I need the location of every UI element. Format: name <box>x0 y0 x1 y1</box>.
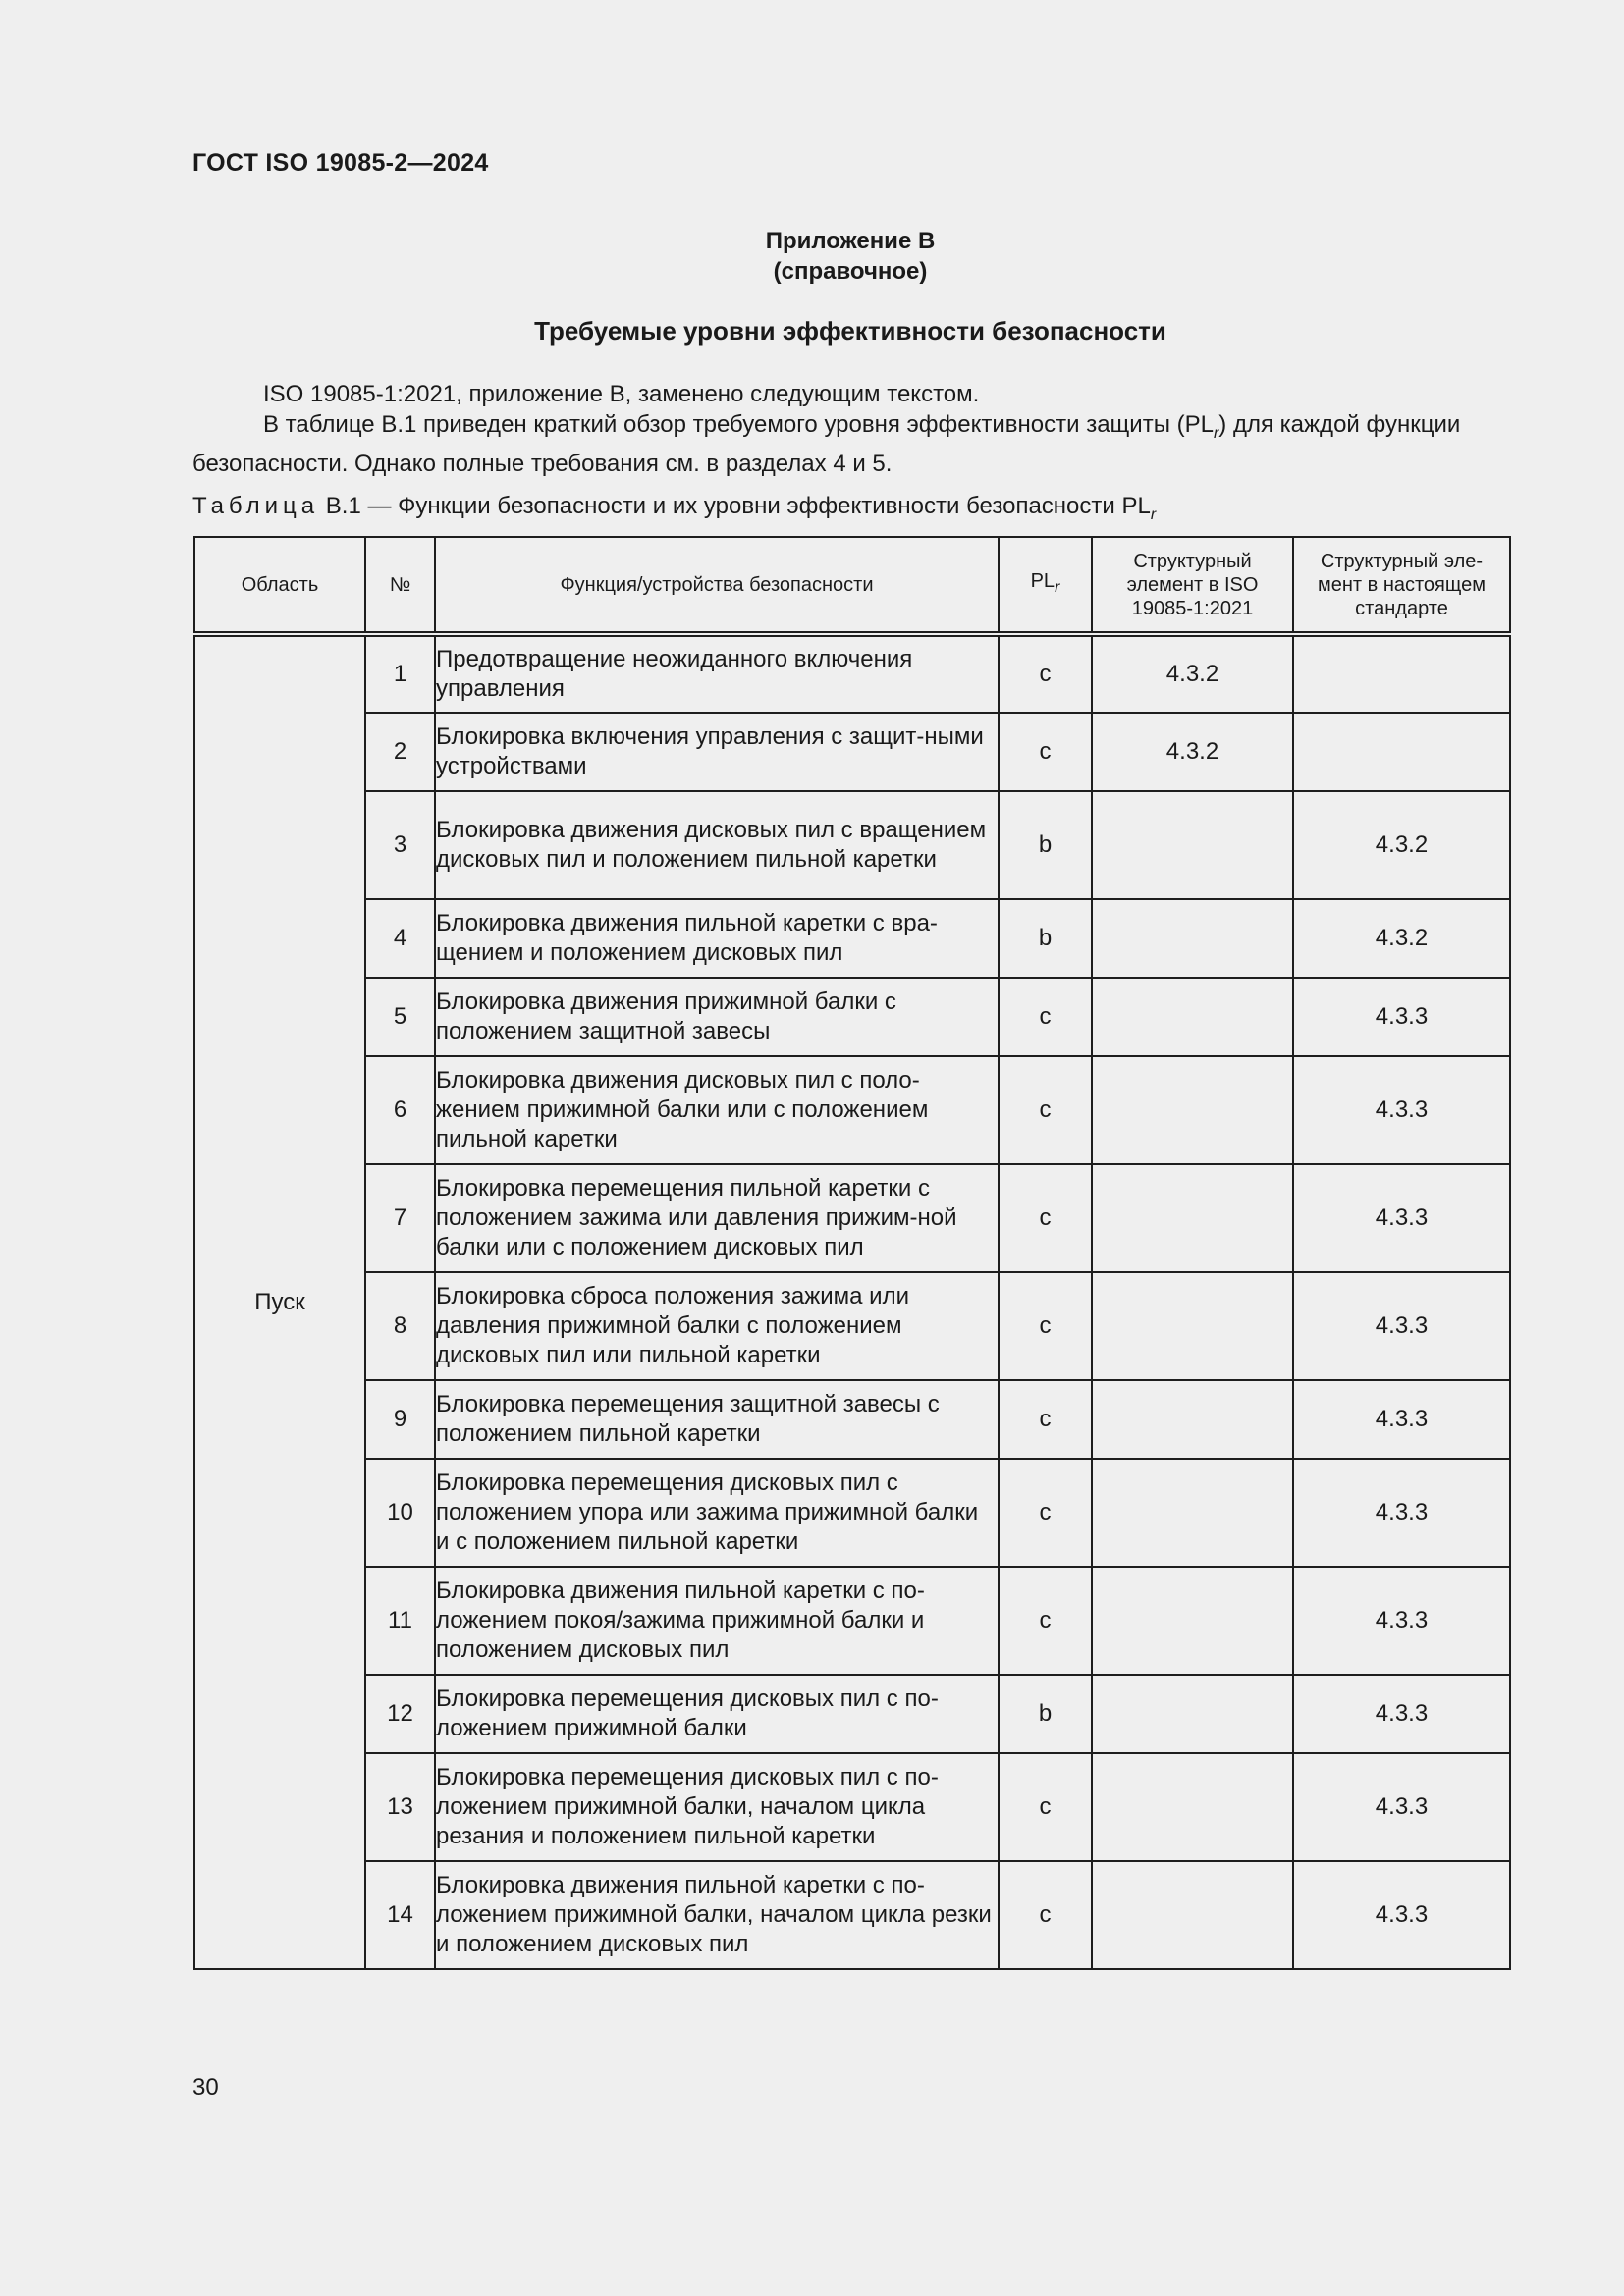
paragraph-2-subscript: r <box>1213 424 1219 442</box>
this-element-cell: 4.3.3 <box>1293 1380 1510 1459</box>
header-function: Функция/устройства безопасности <box>435 537 999 634</box>
this-element-cell: 4.3.3 <box>1293 1675 1510 1753</box>
number-cell: 2 <box>365 713 435 791</box>
header-pl-subscript: r <box>1055 579 1060 596</box>
paragraph-2 <box>192 409 1508 479</box>
this-element-cell <box>1293 634 1510 713</box>
header-pl <box>999 537 1092 634</box>
function-cell: Предотвращение неожиданного включения управления <box>435 634 999 713</box>
this-element-cell: 4.3.3 <box>1293 1056 1510 1164</box>
pl-cell: c <box>999 1380 1092 1459</box>
iso-element-cell <box>1092 978 1293 1056</box>
iso-element-cell <box>1092 1675 1293 1753</box>
number-cell: 12 <box>365 1675 435 1753</box>
function-cell: Блокировка перемещения дисковых пил с по-ложением прижимной балки <box>435 1675 999 1753</box>
this-element-cell: 4.3.3 <box>1293 1567 1510 1675</box>
paragraph-1: ISO 19085-1:2021, приложение B, заменено следующим текстом. <box>263 381 980 407</box>
appendix-subtitle: (справочное) <box>773 258 928 285</box>
pl-cell: c <box>999 1567 1092 1675</box>
area-cell: Пуск <box>194 634 365 1969</box>
iso-element-cell <box>1092 1380 1293 1459</box>
function-cell: Блокировка движения дисковых пил с поло-жением прижимной балки или с положением пильной каретки <box>435 1056 999 1164</box>
number-cell: 8 <box>365 1272 435 1380</box>
pl-cell: b <box>999 791 1092 899</box>
pl-cell: c <box>999 713 1092 791</box>
function-cell: Блокировка движения пильной каретки с по-ложением покоя/зажима прижимной балки и положением дисковых пил <box>435 1567 999 1675</box>
table-caption-text: В.1 — Функции безопасности и их уровни эффективности безопасности PL <box>325 493 1151 519</box>
this-element-cell: 4.3.3 <box>1293 978 1510 1056</box>
appendix-title: Приложение В <box>765 228 936 254</box>
this-element-cell: 4.3.3 <box>1293 1753 1510 1861</box>
header-iso-element: Структурный элемент в ISO 19085-1:2021 <box>1092 537 1293 634</box>
pl-cell: c <box>999 1459 1092 1567</box>
pl-cell: c <box>999 978 1092 1056</box>
table-caption-subscript: r <box>1150 506 1157 523</box>
function-cell: Блокировка перемещения пильной каретки с положением зажима или давления прижим-ной балки или с положением дисковых пил <box>435 1164 999 1272</box>
paragraph-2-after: ) для каждой функции безопасности. Однако полные требования см. в разделах 4 и 5. <box>192 411 1461 477</box>
number-cell: 11 <box>365 1567 435 1675</box>
header-pl-text: PL <box>1030 570 1056 592</box>
header-this-element: Структурный эле-мент в настоящем стандарте <box>1293 537 1510 634</box>
pl-cell: c <box>999 1272 1092 1380</box>
iso-element-cell <box>1092 1272 1293 1380</box>
pl-cell: c <box>999 1753 1092 1861</box>
body-text <box>192 379 1508 479</box>
page-number: 30 <box>192 2074 219 2101</box>
pl-cell: c <box>999 1056 1092 1164</box>
this-element-cell: 4.3.2 <box>1293 791 1510 899</box>
appendix-heading <box>192 226 1508 287</box>
function-cell: Блокировка перемещения дисковых пил с по-ложением прижимной балки, началом цикла резания и положением пильной каретки <box>435 1753 999 1861</box>
number-cell: 10 <box>365 1459 435 1567</box>
table-row <box>194 634 1510 713</box>
number-cell: 5 <box>365 978 435 1056</box>
table-row <box>194 1861 1510 1969</box>
iso-element-cell <box>1092 1056 1293 1164</box>
iso-element-cell <box>1092 1861 1293 1969</box>
table-row <box>194 978 1510 1056</box>
number-cell: 4 <box>365 899 435 978</box>
function-cell: Блокировка перемещения дисковых пил с положением упора или зажима прижимной балки и с положением пильной каретки <box>435 1459 999 1567</box>
pl-cell: b <box>999 1675 1092 1753</box>
table-caption <box>192 493 1156 524</box>
function-cell: Блокировка включения управления с защит-ными устройствами <box>435 713 999 791</box>
function-cell: Блокировка сброса положения зажима или давления прижимной балки с положением дисковых пил или пильной каретки <box>435 1272 999 1380</box>
iso-element-cell <box>1092 791 1293 899</box>
table-row <box>194 1459 1510 1567</box>
table-row <box>194 713 1510 791</box>
iso-element-cell: 4.3.2 <box>1092 713 1293 791</box>
this-element-cell: 4.3.3 <box>1293 1861 1510 1969</box>
pl-cell: c <box>999 1861 1092 1969</box>
header-area: Область <box>194 537 365 634</box>
this-element-cell: 4.3.2 <box>1293 899 1510 978</box>
safety-functions-table <box>193 536 1511 1970</box>
pl-cell: b <box>999 899 1092 978</box>
iso-element-cell <box>1092 1753 1293 1861</box>
number-cell: 7 <box>365 1164 435 1272</box>
table-row <box>194 1056 1510 1164</box>
iso-element-cell: 4.3.2 <box>1092 634 1293 713</box>
iso-element-cell <box>1092 899 1293 978</box>
number-cell: 14 <box>365 1861 435 1969</box>
function-cell: Блокировка движения пильной каретки с по-ложением прижимной балки, началом цикла резки и положением дисковых пил <box>435 1861 999 1969</box>
number-cell: 6 <box>365 1056 435 1164</box>
number-cell: 3 <box>365 791 435 899</box>
this-element-cell: 4.3.3 <box>1293 1459 1510 1567</box>
table-body <box>194 634 1510 1969</box>
table-row <box>194 1272 1510 1380</box>
function-cell: Блокировка движения дисковых пил с вращением дисковых пил и положением пильной каретки <box>435 791 999 899</box>
this-element-cell: 4.3.3 <box>1293 1272 1510 1380</box>
section-title: Требуемые уровни эффективности безопасности <box>534 316 1166 346</box>
function-cell: Блокировка движения прижимной балки с положением защитной завесы <box>435 978 999 1056</box>
function-cell: Блокировка движения пильной каретки с вра-щением и положением дисковых пил <box>435 899 999 978</box>
document-header: ГОСТ ISO 19085-2—2024 <box>192 149 489 177</box>
pl-cell: c <box>999 1164 1092 1272</box>
number-cell: 9 <box>365 1380 435 1459</box>
table-row <box>194 1567 1510 1675</box>
function-cell: Блокировка перемещения защитной завесы с положением пильной каретки <box>435 1380 999 1459</box>
this-element-cell: 4.3.3 <box>1293 1164 1510 1272</box>
paragraph-2-before: В таблице В.1 приведен краткий обзор требуемого уровня эффективности защиты (PL <box>263 411 1214 438</box>
table-row <box>194 1675 1510 1753</box>
table-row <box>194 1164 1510 1272</box>
table-row <box>194 1753 1510 1861</box>
pl-cell: c <box>999 634 1092 713</box>
table-row <box>194 899 1510 978</box>
table-row <box>194 1380 1510 1459</box>
table-header-row <box>194 537 1510 634</box>
number-cell: 13 <box>365 1753 435 1861</box>
table-row <box>194 791 1510 899</box>
table-caption-word: Таблица <box>192 493 320 519</box>
number-cell: 1 <box>365 634 435 713</box>
iso-element-cell <box>1092 1459 1293 1567</box>
iso-element-cell <box>1092 1164 1293 1272</box>
this-element-cell <box>1293 713 1510 791</box>
iso-element-cell <box>1092 1567 1293 1675</box>
header-number: № <box>365 537 435 634</box>
